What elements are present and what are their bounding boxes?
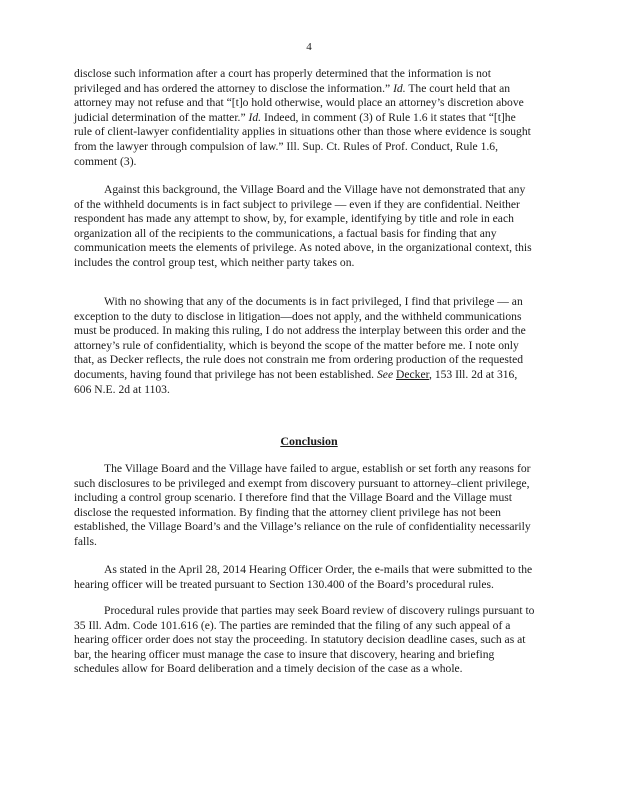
page-number: 4	[306, 41, 312, 53]
paragraph-continued	[74, 67, 536, 169]
paragraph-text: As stated in the April 28, 2014 Hearing Officer Order, the e-mails that were submitted to the hearing officer will be treated pursuant to Section 130.400 of the Board’s procedural rules.	[74, 563, 533, 591]
case-name: Decker	[396, 367, 430, 381]
paragraph-ruling	[74, 295, 536, 397]
paragraph-background	[74, 183, 536, 271]
section-heading: Conclusion	[280, 434, 338, 448]
conclusion-paragraph-1	[74, 462, 536, 550]
citation-id: Id.	[248, 110, 262, 124]
conclusion-paragraph-3	[74, 604, 536, 677]
conclusion-paragraph-2	[74, 563, 536, 592]
paragraph-text: Indeed, in comment (3) of Rule 1.6 it states that “[t]he rule of client-lawyer confidentiality applies in situations other than those where evidence is sought from the lawyer through compulsion of law.” Ill. Sup. Ct. Rules of Prof. Conduct, Rule 1.6, comment (3).	[74, 110, 531, 168]
citation-text: , 153 Ill. 2d at 316, 606 N.E. 2d at 1103.	[74, 367, 518, 396]
paragraph-text: Against this background, the Village Board and the Village have not demonstrated that any of the withheld documents is in fact subject to privilege — even if they are confidential. Neither respondent has made any attempt to show, by, for example, identifying by title and role in each organization all of the recipients to the communications, a factual basis for finding that any communication meets the elements of privilege. As noted above, in the organizational context, this includes the control group test, which neither party takes on.	[74, 183, 532, 269]
paragraph-text: The Village Board and the Village have failed to argue, establish or set forth any reasons for such disclosures to be privileged and exempt from discovery pursuant to attorney–client privilege, including a control group scenario. I therefore find that the Village Board and the Village must disclose the requested information. By finding that the attorney client privilege has not been established, the Village Board’s and the Village’s reliance on the rule of confidentiality necessarily falls.	[74, 462, 531, 548]
paragraph-text: With no showing that any of the documents is in fact privileged, I find that privilege — an exception to the duty to disclose in litigation—does not apply, and the withheld communications must be produced. In making this ruling, I do not address the interplay between this order and the attorney’s rule of confidentiality, which is beyond the scope of the matter before me. I note only that, as Decker reflects, the rule does not constrain me from ordering production of the requested documents, having found that privilege has not been established.	[74, 295, 526, 381]
see-signal: See	[377, 367, 394, 381]
citation-id: Id.	[393, 81, 406, 95]
paragraph-text: disclose such information after a court has properly determined that the information is not privileged and has ordered the attorney to disclose the information.”	[74, 67, 491, 95]
paragraph-text: The court held that an attorney may not refuse and that “[t]o hold otherwise, would place an attorney’s discretion above judicial determination of the matter.”	[74, 81, 524, 124]
paragraph-text: Procedural rules provide that parties may seek Board review of discovery rulings pursuant to 35 Ill. Adm. Code 101.616 (e). The parties are reminded that the filing of any such appeal of a hearing officer order does not stay the proceeding. In statutory decision deadline cases, such as at bar, the hearing officer must manage the case to insure that discovery, hearing and briefing schedules allow for Board deliberation and a timely decision of the case as a whole.	[74, 604, 535, 676]
